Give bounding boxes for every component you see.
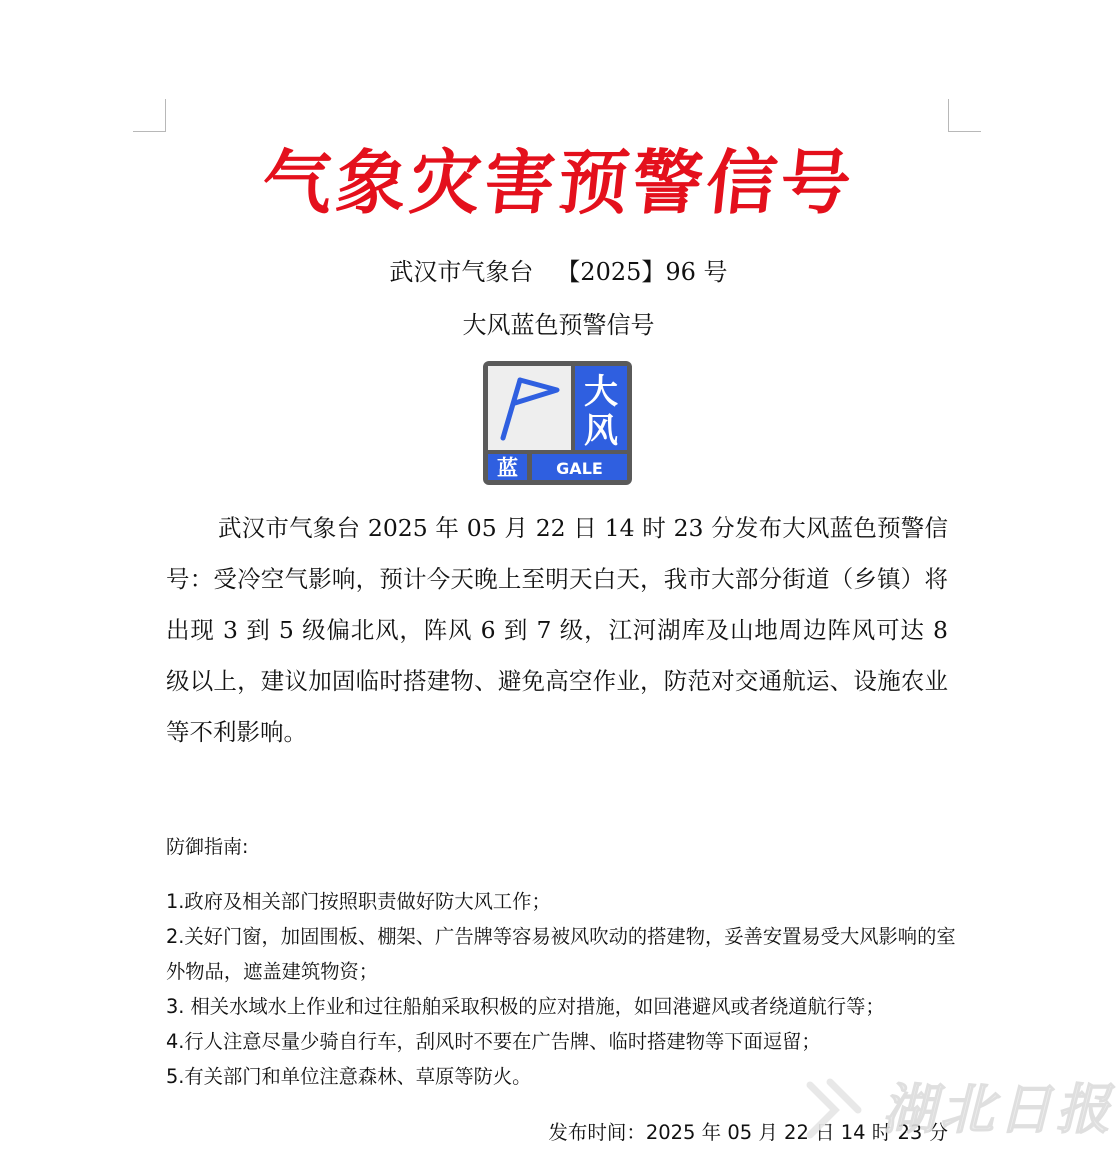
guide-item: 4.行人注意尽量少骑自行车，刮风时不要在广告牌、临时搭建物等下面逗留； xyxy=(166,1030,821,1053)
guide-item: 3. 相关水域水上作业和过往船舶采取积极的应对措施，如回港避风或者绕道航行等； xyxy=(166,995,885,1018)
newspaper-watermark xyxy=(800,1060,1117,1161)
badge-char-da: 大 xyxy=(584,372,618,412)
crop-mark-top-right xyxy=(948,99,981,132)
guide-item: 1.政府及相关部门按照职责做好防大风工作； xyxy=(166,890,551,913)
release-time: 发布时间：2025 年 05 月 22 日 14 时 23 分 xyxy=(548,1121,948,1144)
watermark-text: 湖北日报 xyxy=(882,1077,1114,1141)
document-title: 气象灾害预警信号 xyxy=(258,141,859,224)
warning-body-text: 武汉市气象台 2025 年 05 月 22 日 14 时 23 分发布大风蓝色预警信号：受冷空气影响，预计今天晚上至明天白天，我市大部分街道（乡镇）将出现 3 到 5 级偏北风，阵风 6 到 7 级，江河湖库及山地周边阵风可达 8 级以上，建议加固临时搭建物、避免高空作业，防范对交通航运、设施农业等不利影响。 xyxy=(166,514,948,746)
crop-mark-top-left xyxy=(133,99,166,132)
issuer-line: 武汉市气象台 【2025】96 号 xyxy=(389,258,728,286)
signal-name: 大风蓝色预警信号 xyxy=(462,311,655,339)
guide-title: 防御指南: xyxy=(166,836,249,858)
badge-color-label: 蓝 xyxy=(497,456,518,480)
gale-blue-warning-badge xyxy=(482,360,633,486)
watermark-logo-icon xyxy=(810,1082,858,1135)
badge-char-feng: 风 xyxy=(584,411,618,451)
guide-item: 5.有关部门和单位注意森林、草原等防火。 xyxy=(166,1065,532,1088)
badge-flag-panel xyxy=(488,366,571,450)
badge-english-label: GALE xyxy=(556,459,603,478)
guide-item: 2.关好门窗，加固围板、棚架、广告牌等容易被风吹动的搭建物，妥善安置易受大风影响的室外物品，遮盖建筑物资； xyxy=(166,925,956,983)
